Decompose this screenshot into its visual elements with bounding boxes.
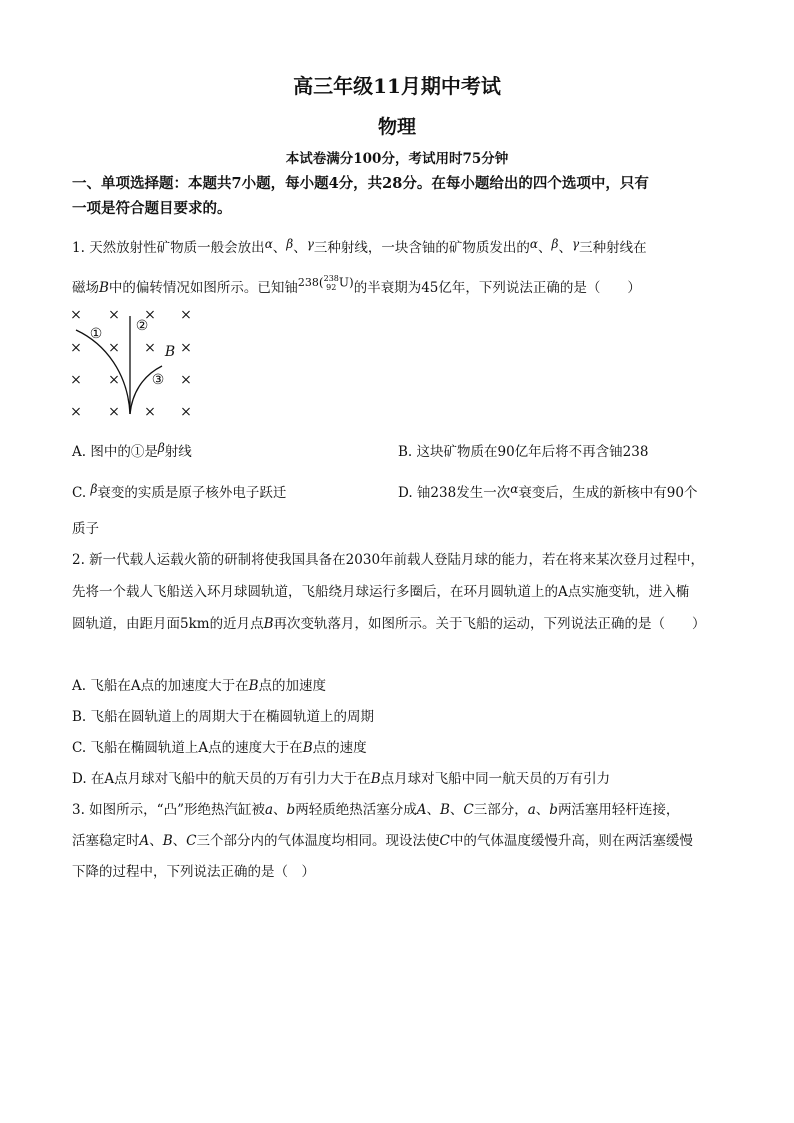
ray-1-label: ①	[89, 326, 103, 342]
q3-line2: 活塞稳定时A、B、C三个部分内的气体温度均相同。现设法使C中的气体温度缓慢升高，则在两活塞缓慢	[72, 833, 693, 849]
field-cross: ×	[108, 307, 120, 323]
field-cross: ×	[180, 340, 192, 356]
field-cross: ×	[144, 307, 156, 323]
q2-line3: 圆轨道，由距月面5km的近月点B再次变轨落月，如图所示。关于飞船的运动，下列说法正确的是（ ）	[72, 616, 706, 632]
q1-option-d-continued: 质子	[72, 521, 99, 537]
field-cross: ×	[144, 404, 156, 420]
q2-line2: 先将一个载人飞船送入环月球圆轨道，飞船绕月球运行多圈后，在环月圆轨道上的A点实施变轨，进入椭	[72, 584, 690, 600]
subject-title: 物理	[377, 116, 416, 138]
field-cross: ×	[108, 372, 120, 388]
q1-option-b[interactable]: B. 这块矿物质在90亿年后将不再含铀238	[398, 444, 649, 460]
q2-option-d[interactable]: D. 在A点月球对飞船中的航天员的万有引力大于在B点月球对飞船中同一航天员的万有引力	[72, 771, 611, 787]
q1-line1: 1. 天然放射性矿物质一般会放出α、β、γ三种射线，一块含铀的矿物质发出的α、β、γ三种射线在	[72, 237, 647, 256]
section-heading-line1: 一、单项选择题：本题共7小题，每小题4分，共28分。在每小题给出的四个选项中，只有	[72, 175, 649, 192]
field-cross: ×	[70, 340, 82, 356]
field-cross: ×	[180, 307, 192, 323]
field-cross: ×	[70, 307, 82, 323]
ray-2-label: ②	[135, 318, 149, 334]
q1-option-d[interactable]: D. 铀238发生一次α衰变后，生成的新核中有90个	[398, 482, 698, 501]
field-cross: ×	[144, 340, 156, 356]
field-cross: ×	[180, 372, 192, 388]
exam-info: 本试卷满分100分，考试用时75分钟	[285, 151, 509, 167]
q2-line1: 2. 新一代载人运载火箭的研制将使我国具备在2030年前载人登陆月球的能力，若在将来某次登月过程中，	[72, 552, 705, 568]
q3-line1: 3. 如图所示，“凸”形绝热汽缸被a、b两轻质绝热活塞分成A、B、C三部分，a、b两活塞用轻杆连接，	[72, 802, 680, 818]
section-heading-line2: 一项是符合题目要求的。	[72, 200, 232, 217]
field-cross: ×	[108, 340, 120, 356]
q2-option-c[interactable]: C. 飞船在椭圆轨道上A点的速度大于在B点的速度	[72, 740, 367, 756]
field-cross: ×	[180, 404, 192, 420]
q1-option-a[interactable]: A. 图中的①是β射线	[72, 441, 192, 460]
field-cross: ×	[70, 372, 82, 388]
q2-option-b[interactable]: B. 飞船在圆轨道上的周期大于在椭圆轨道上的周期	[72, 709, 375, 725]
ray-1-path	[76, 330, 130, 414]
q3-line3: 下降的过程中，下列说法正确的是（ ）	[72, 864, 315, 880]
magnetic-field-figure	[66, 304, 200, 420]
field-cross: ×	[70, 404, 82, 420]
q1-option-c[interactable]: C. β衰变的实质是原子核外电子跃迁	[72, 482, 287, 501]
field-label: B	[164, 344, 176, 360]
exam-title: 高三年级11月期中考试	[293, 74, 501, 98]
q2-option-a[interactable]: A. 飞船在A点的加速度大于在B点的加速度	[72, 678, 327, 694]
q1-line2: 磁场B中的偏转情况如图所示。已知铀$^{238}$( 238 92 U)的半衰期为45亿年，下列说法正确的是（ ）	[72, 273, 641, 296]
field-cross: ×	[108, 404, 120, 420]
ray-3-label: ③	[151, 372, 165, 388]
